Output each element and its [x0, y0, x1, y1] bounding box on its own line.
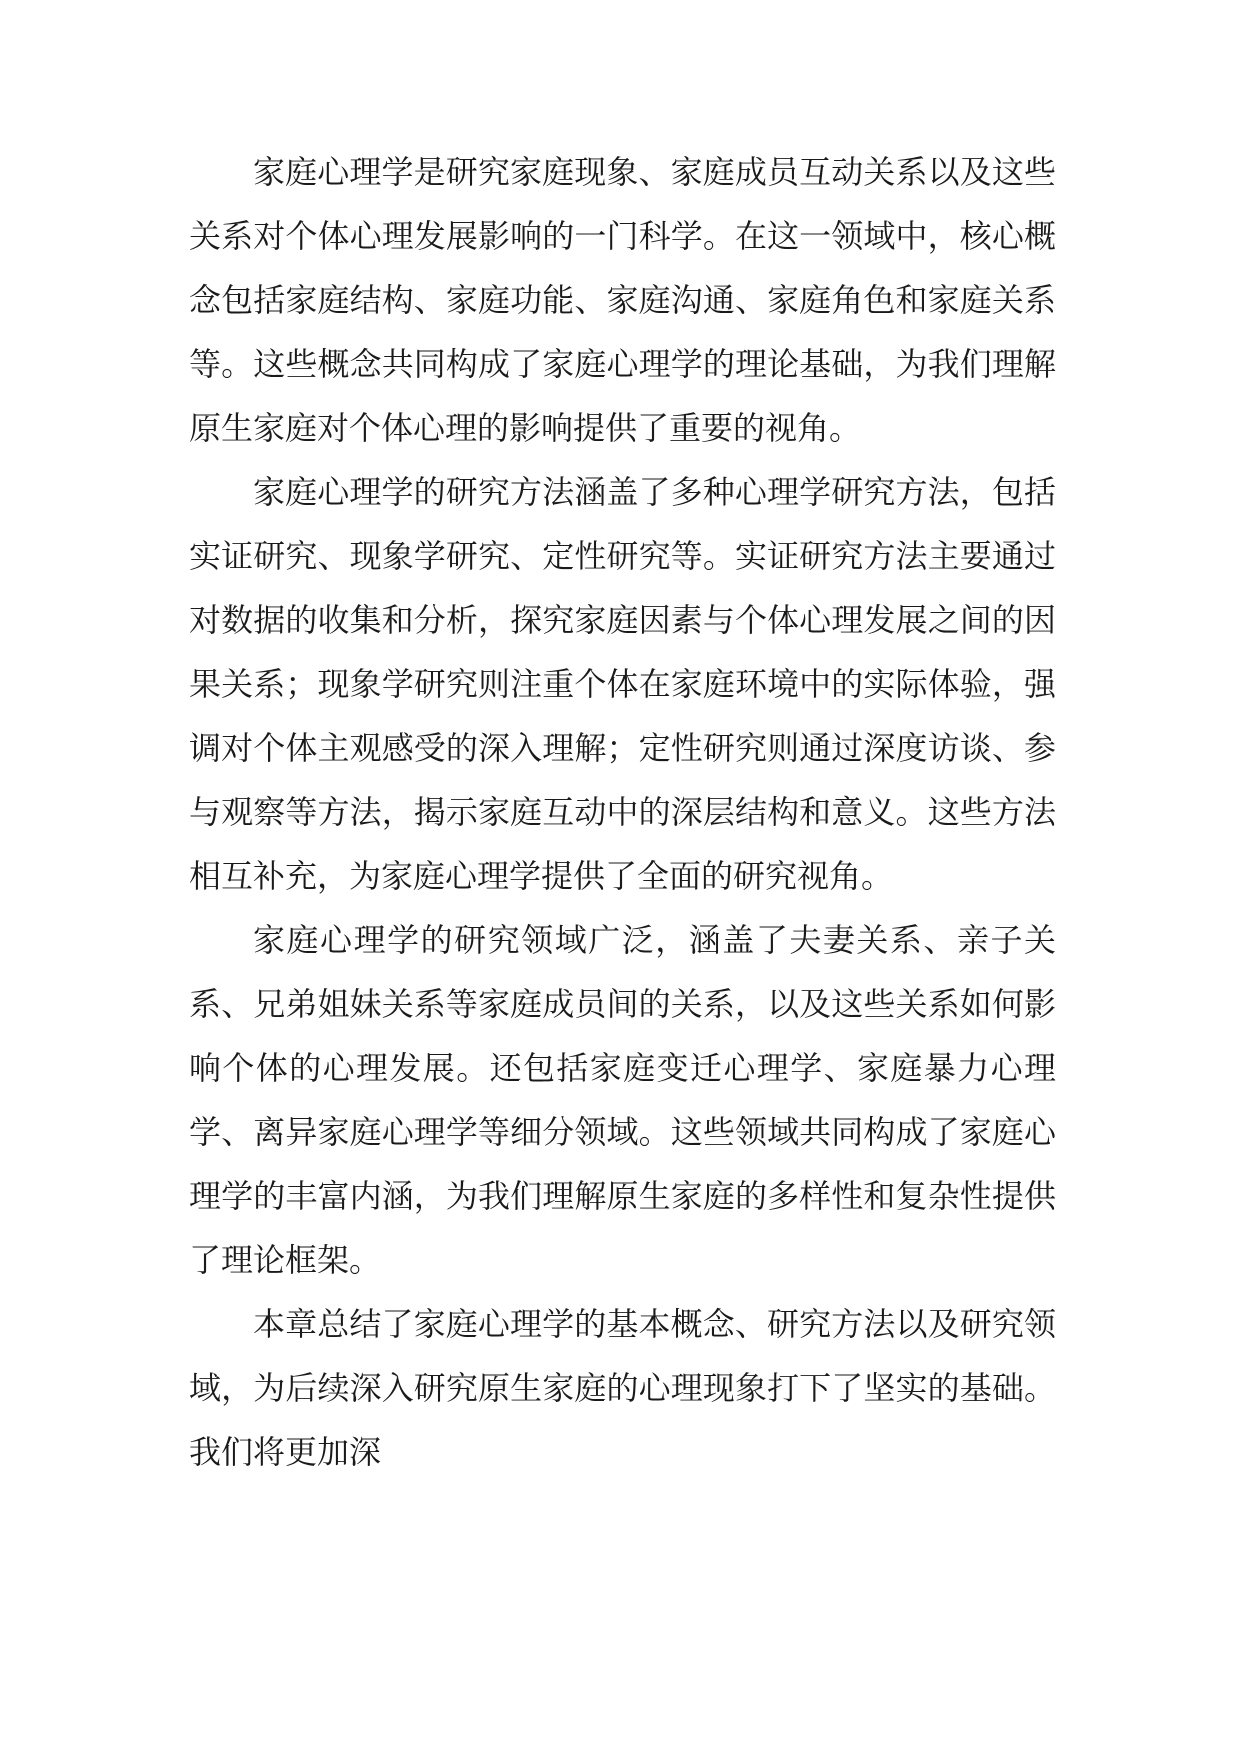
paragraph-fields: 家庭心理学的研究领域广泛，涵盖了夫妻关系、亲子关系、兄弟姐妹关系等家庭成员间的关系，以及这些关系如何影响个体的心理发展。还包括家庭变迁心理学、家庭暴力心理学、离异家庭心理学等细分领域。这些领域共同构成了家庭心理学的丰富内涵，为我们理解原生家庭的多样性和复杂性提供了理论框架。: [189, 921, 1056, 1279]
paragraph-methods: 家庭心理学的研究方法涵盖了多种心理学研究方法，包括实证研究、现象学研究、定性研究等。实证研究方法主要通过对数据的收集和分析，探究家庭因素与个体心理发展之间的因果关系；现象学研究则注重个体在家庭环境中的实际体验，强调对个体主观感受的深入理解；定性研究则通过深度访谈、参与观察等方法，揭示家庭互动中的深层结构和意义。这些方法相互补充，为家庭心理学提供了全面的研究视角。: [189, 473, 1056, 895]
body-text: [189, 140, 1056, 1484]
paragraph-concepts: 家庭心理学是研究家庭现象、家庭成员互动关系以及这些关系对个体心理发展影响的一门科学。在这一领域中，核心概念包括家庭结构、家庭功能、家庭沟通、家庭角色和家庭关系等。这些概念共同构成了家庭心理学的理论基础，为我们理解原生家庭对个体心理的影响提供了重要的视角。: [189, 153, 1056, 447]
paragraph-summary: 本章总结了家庭心理学的基本概念、研究方法以及研究领域，为后续深入研究原生家庭的心理现象打下了坚实的基础。我们将更加深: [189, 1305, 1056, 1471]
